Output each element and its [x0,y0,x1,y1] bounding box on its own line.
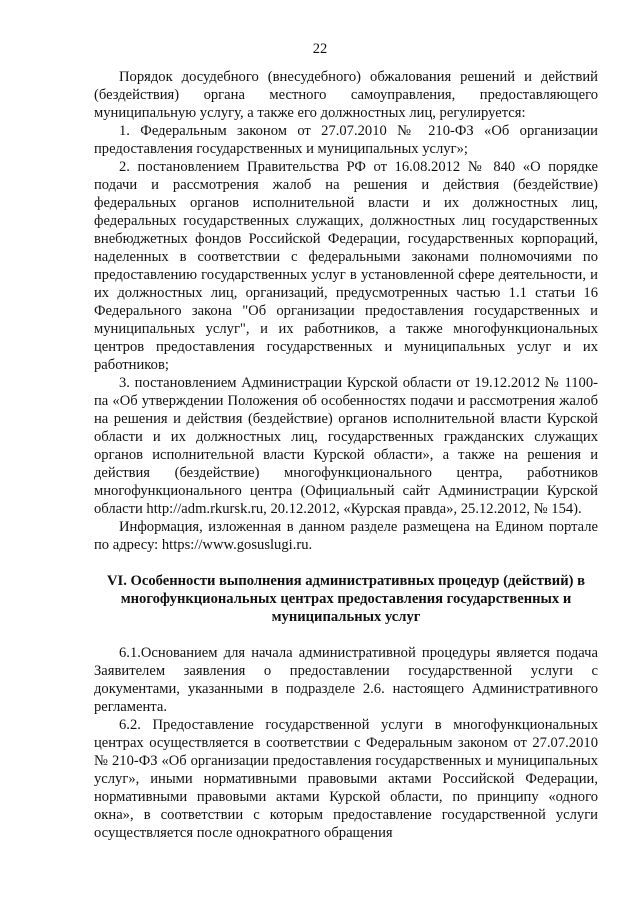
page-content [94,68,598,842]
page-number: 22 [312,41,328,57]
section-vi-heading: VI. Особенности выполнения административных процедур (действий) в многофункциональных центрах предоставления государственных и муниципальных услуг [107,573,585,625]
intro-paragraph: Порядок досудебного (внесудебного) обжалования решений и действий (бездействия) органа местного самоуправления, предоставляющего муниципальную услугу, а также его должностных лиц, регулируется: [94,69,598,121]
paragraph-6-1: 6.1.Основанием для начала административной процедуры является подача Заявителем заявления о предоставлении государственной услуги с документами, указанными в подразделе 2.6. настоящего Административного регламента. [94,645,598,715]
paragraph-6-2: 6.2. Предоставление государственной услуги в многофункциональных центрах осуществляется в соответствии с Федеральным законом от 27.07.2010 № 210-ФЗ «Об организации предоставления государственных и муниципальных услуг», иными нормативными правовыми актами Российской Федерации, нормативными правовыми актами Курской области, по принципу «одного окна», в соответствии с которым предоставление государственной услуги осуществляется после однократного обращения [94,717,598,841]
portal-info-paragraph: Информация, изложенная в данном разделе размещена на Едином портале по адресу: https://www.gosuslugi.ru. [94,519,598,553]
law-item-2: 2. постановлением Правительства РФ от 16.08.2012 № 840 «О порядке подачи и рассмотрения жалоб на решения и действия (бездействие) федеральных органов исполнительной власти и их должностных лиц, федеральных государственных служащих, должностных лиц государственных внебюджетных фондов Российской Федерации, государственных корпораций, наделенных в соответствии с федеральными законами полномочиями по предоставлению государственных услуг в установленной сфере деятельности, и их должностных лиц, организаций, предусмотренных частью 1.1 статьи 16 Федерального закона "Об организации предоставления государственных и муниципальных услуг", и их работников, а также многофункциональных центров предоставления государственных и муниципальных услуг и их работников; [94,159,598,373]
heading-spacer [94,626,598,644]
law-item-1: 1. Федеральным законом от 27.07.2010 № 210-ФЗ «Об организации предоставления государственных и муниципальных услуг»; [94,123,598,157]
section-spacer [94,554,598,572]
law-item-3: 3. постановлением Администрации Курской области от 19.12.2012 № 1100-па «Об утверждении Положения об особенностях подачи и рассмотрения жалоб на решения и действия (бездействие) органов исполнительной власти Курской области и их должностных лиц, государственных гражданских служащих органов исполнительной власти Курской области», а также на решения и действия (бездействие) многофункционального центра, работников многофункционального центра (Официальный сайт Администрации Курской области http://adm.rkursk.ru, 20.12.2012, «Курская правда», 25.12.2012, № 154). [94,375,598,517]
